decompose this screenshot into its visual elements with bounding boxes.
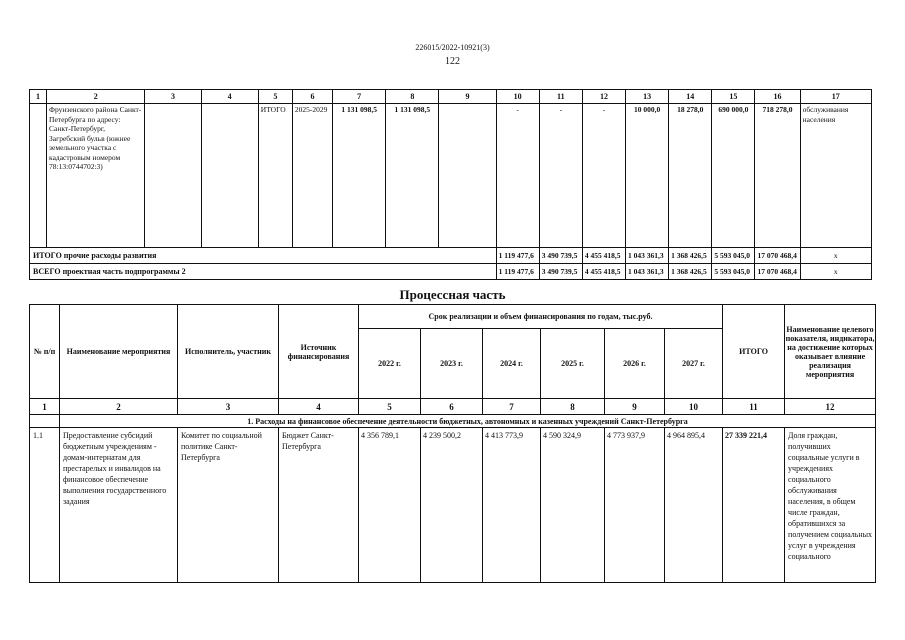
group-title: 1. Расходы на финансовое обеспечение деятельности бюджетных, автономных и казенных учреждений Санкт-Петербурга bbox=[60, 415, 876, 428]
total-marker: ИТОГО bbox=[258, 104, 292, 248]
page-number: 122 bbox=[445, 56, 460, 67]
row-number: 1.1 bbox=[30, 428, 60, 583]
header-row bbox=[30, 305, 876, 329]
object-description: Фрунзенского района Санкт-Петербурга по адресу: Санкт-Петербург, Загребский бульв (южнее земельного участка с кадастровым номером 78:13:0744702:3) bbox=[47, 104, 145, 248]
year-header: 2026 г. bbox=[605, 329, 665, 399]
value-cell: 1 131 098,5 bbox=[333, 104, 386, 248]
year-header: 2023 г. bbox=[421, 329, 483, 399]
total-value: 1 043 361,3 bbox=[626, 248, 669, 264]
total-value: 17 070 468,4 bbox=[755, 248, 800, 264]
total-label: ИТОГО прочие расходы развития bbox=[30, 248, 497, 264]
col-num: 1 bbox=[30, 90, 47, 104]
col-num: 12 bbox=[785, 399, 876, 415]
total-value: 5 593 045,0 bbox=[712, 264, 755, 280]
value-cell: 10 000,0 bbox=[626, 104, 669, 248]
empty-cell bbox=[439, 104, 496, 248]
total-value: 4 455 418,5 bbox=[582, 264, 625, 280]
col-num: 10 bbox=[496, 90, 539, 104]
total-value: 1 119 477,6 bbox=[496, 264, 539, 280]
indicator-cell: обслуживания населения bbox=[800, 104, 871, 248]
process-table bbox=[29, 304, 876, 583]
col-num: 2 bbox=[47, 90, 145, 104]
total-value: 4 455 418,5 bbox=[582, 248, 625, 264]
year-header: 2024 г. bbox=[483, 329, 541, 399]
empty-cell bbox=[201, 104, 258, 248]
table-row bbox=[30, 104, 872, 248]
grand-total-label: ВСЕГО проектная часть подпрограммы 2 bbox=[30, 264, 497, 280]
column-number-row bbox=[30, 399, 876, 415]
value-cell: 690 000,0 bbox=[712, 104, 755, 248]
period-cell: 2025-2029 bbox=[292, 104, 332, 248]
year-value: 4 964 895,4 bbox=[665, 428, 723, 583]
empty-cell bbox=[145, 104, 201, 248]
year-value: 4 239 500,2 bbox=[421, 428, 483, 583]
year-header: 2027 г. bbox=[665, 329, 723, 399]
group-row bbox=[30, 415, 876, 428]
col-header-period: Срок реализации и объем финансирования по годам, тыс.руб. bbox=[359, 305, 723, 329]
col-num: 7 bbox=[483, 399, 541, 415]
value-cell: - bbox=[496, 104, 539, 248]
col-header-total: ИТОГО bbox=[723, 305, 785, 399]
col-num: 5 bbox=[359, 399, 421, 415]
executor: Комитет по социальной политике Санкт-Петербурга bbox=[178, 428, 279, 583]
col-header-name: Наименование мероприятия bbox=[60, 305, 178, 399]
total-row bbox=[30, 248, 872, 264]
col-num: 9 bbox=[439, 90, 496, 104]
row-number-cell bbox=[30, 104, 47, 248]
total-mark: x bbox=[800, 264, 871, 280]
total-value: 1 043 361,3 bbox=[626, 264, 669, 280]
col-header-indicator: Наименование целевого показателя, индикатора, на достижение которых оказывает влияние реализация мероприятия bbox=[785, 305, 876, 399]
col-num: 1 bbox=[30, 399, 60, 415]
col-num: 4 bbox=[279, 399, 359, 415]
col-num: 8 bbox=[541, 399, 605, 415]
col-num: 4 bbox=[201, 90, 258, 104]
table-row bbox=[30, 428, 876, 583]
col-num: 11 bbox=[539, 90, 582, 104]
section-title: Процессная часть bbox=[399, 287, 506, 302]
column-number-row bbox=[30, 90, 872, 104]
col-num: 5 bbox=[258, 90, 292, 104]
grand-total-row bbox=[30, 264, 872, 280]
col-num: 3 bbox=[145, 90, 201, 104]
year-value: 4 590 324,9 bbox=[541, 428, 605, 583]
document-code: 226015/2022-10921(3) bbox=[415, 43, 490, 52]
empty-cell bbox=[30, 415, 60, 428]
col-header-num: № п/п bbox=[30, 305, 60, 399]
col-num: 12 bbox=[582, 90, 625, 104]
year-header: 2025 г. bbox=[541, 329, 605, 399]
total-value: 1 119 477,6 bbox=[496, 248, 539, 264]
total-value: 3 490 739,5 bbox=[539, 264, 582, 280]
year-value: 4 413 773,9 bbox=[483, 428, 541, 583]
value-cell: - bbox=[582, 104, 625, 248]
col-num: 2 bbox=[60, 399, 178, 415]
col-num: 15 bbox=[712, 90, 755, 104]
col-num: 6 bbox=[421, 399, 483, 415]
col-num: 17 bbox=[800, 90, 871, 104]
value-cell: 18 278,0 bbox=[669, 104, 712, 248]
year-value: 4 773 937,9 bbox=[605, 428, 665, 583]
col-num: 6 bbox=[292, 90, 332, 104]
col-header-executor: Исполнитель, участник bbox=[178, 305, 279, 399]
value-cell: - bbox=[539, 104, 582, 248]
total-value: 3 490 739,5 bbox=[539, 248, 582, 264]
value-cell: 718 278,0 bbox=[755, 104, 800, 248]
col-num: 7 bbox=[333, 90, 386, 104]
col-num: 10 bbox=[665, 399, 723, 415]
total-value: 17 070 468,4 bbox=[755, 264, 800, 280]
col-num: 16 bbox=[755, 90, 800, 104]
total-mark: x bbox=[800, 248, 871, 264]
year-header: 2022 г. bbox=[359, 329, 421, 399]
total-value: 1 368 426,5 bbox=[669, 248, 712, 264]
project-table bbox=[29, 89, 872, 280]
value-cell: 1 131 098,5 bbox=[386, 104, 439, 248]
total-value: 5 593 045,0 bbox=[712, 248, 755, 264]
col-num: 14 bbox=[669, 90, 712, 104]
row-total: 27 339 221,4 bbox=[723, 428, 785, 583]
funding-source: Бюджет Санкт-Петербурга bbox=[279, 428, 359, 583]
col-num: 13 bbox=[626, 90, 669, 104]
col-num: 3 bbox=[178, 399, 279, 415]
col-num: 9 bbox=[605, 399, 665, 415]
indicator: Доля граждан, получивших социальные услуги в учреждениях социального обслуживания населения, в общем числе граждан, обратившихся за получением социальных услуг в учреждения социального bbox=[785, 428, 876, 583]
col-header-source: Источник финансирования bbox=[279, 305, 359, 399]
col-num: 8 bbox=[386, 90, 439, 104]
total-value: 1 368 426,5 bbox=[669, 264, 712, 280]
activity-name: Предоставление субсидий бюджетным учреждениям - домам-интернатам для престарелых и инвалидов на финансовое обеспечение выполнения государственного задания bbox=[60, 428, 178, 583]
year-value: 4 356 789,1 bbox=[359, 428, 421, 583]
col-num: 11 bbox=[723, 399, 785, 415]
